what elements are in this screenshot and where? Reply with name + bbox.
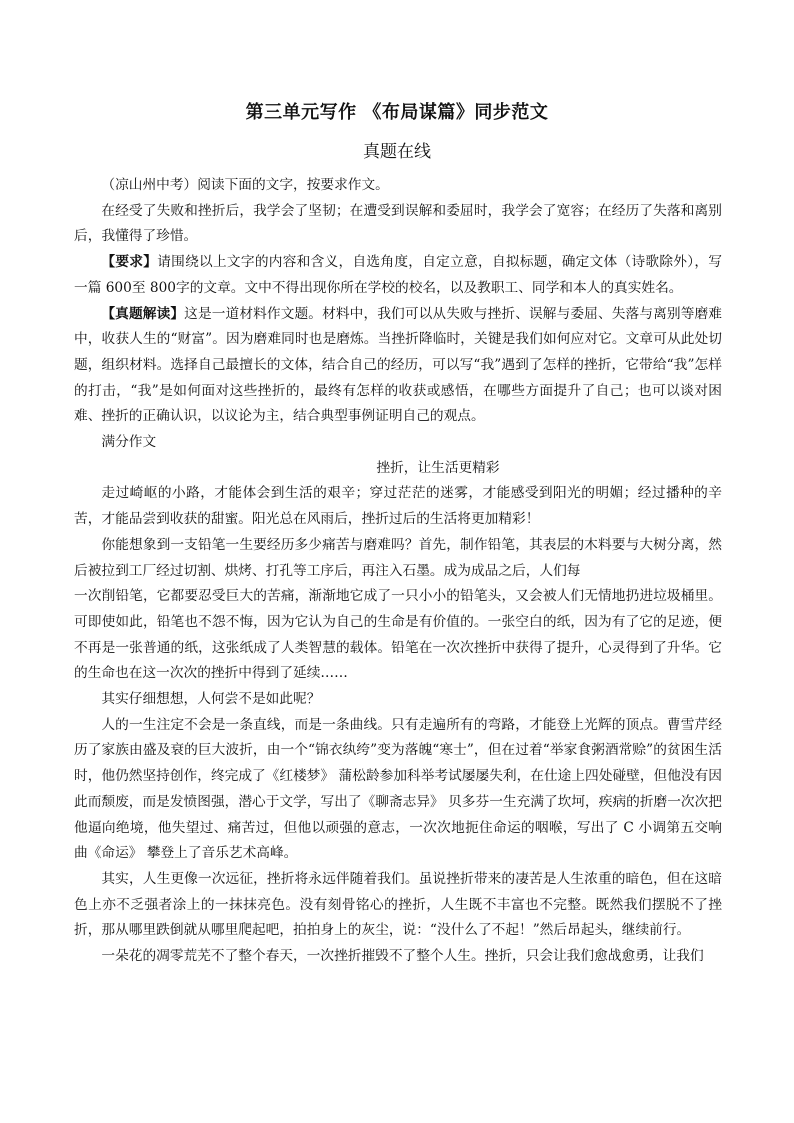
document-body	[74, 173, 722, 970]
essay-paragraph: 你能想象到一支铅笔一生要经历多少痛苦与磨难吗？首先，制作铅笔，其表层的木料要与大树分离，然后被拉到工厂经过切割、烘烤、打孔等工序后，再注入石墨。成为成品之后，人们每	[74, 536, 722, 579]
essay-label: 满分作文	[101, 434, 157, 451]
prompt-source: （凉山州中考）阅读下面的文字，按要求作文。	[101, 177, 389, 193]
analysis-tag: 【真题解读】	[101, 305, 185, 322]
essay-paragraph: 走过崎岖的小路，才能体会到生活的艰辛；穿过茫茫的迷雾，才能感受到阳光的明媚；经过播种的辛苦，才能品尝到收获的甜蜜。阳光总在风雨后，挫折过后的生活将更加精彩！	[74, 485, 722, 528]
requirement-tag: 【要求】	[101, 254, 158, 271]
prompt-material: 在经受了失败和挫折后，我学会了坚韧；在遭受到误解和委屈时，我学会了宽容；在经历了失落和离别后，我懂得了珍惜。	[74, 202, 722, 245]
essay-title: 挫折，让生活更精彩	[376, 459, 500, 476]
analysis-text: 这是一道材料作文题。材料中，我们可以从失败与挫折、误解与委屈、失落与离别等磨难中，收获人生的“财富”。因为磨难同时也是磨炼。当挫折降临时，关键是我们如何应对它。文章可从此处切题，组织材料。选择自己最擅长的文体，结合自己的经历，可以写“我”遇到了怎样的挫折，它带给“我”怎样的打击，“我”是如何面对这些挫折的，最终有怎样的收获或感悟，在哪些方面提升了自己；也可以谈对困难、挫折的正确认识，以议论为主，结合典型事例证明自己的观点。	[74, 305, 722, 425]
essay-paragraph: 其实仔细想想，人何尝不是如此呢？	[101, 691, 321, 708]
essay-paragraph: 一次削铅笔，它都要忍受巨大的苦痛，渐渐地它成了一只小小的铅笔头，又会被人们无情地扔进垃圾桶里。可即使如此，铅笔也不怨不悔，因为它认为自己的生命是有价值的。一张空白的纸，因为有了它的足迹，便不再是一张普通的纸，这张纸成了人类智慧的载体。铅笔在一次次挫折中获得了提升，心灵得到了升华。它的生命也在这一次次的挫折中得到了延续……	[74, 588, 722, 682]
section-heading: 真题在线	[363, 142, 431, 162]
essay-paragraph: 人的一生注定不会是一条直线，而是一条曲线。只有走遍所有的弯路，才能登上光辉的顶点。曹雪芹经历了家族由盛及衰的巨大波折，由一个“锦衣纨绔”变为落魄“寒士”，但在过着“举家食粥酒常赊”的贫困生活时，他仍然坚持创作，终完成了《红楼梦》 蒲松龄参加科举考试屡屡失利，在仕途上四处碰壁，但他没有因此而颓废，而是发愤图强，潜心于文学，写出了《聊斋志异》 贝多芬一生充满了坎坷，疾病的折磨一次次把他逼向绝境，他失望过、痛苦过，但他以顽强的意志，一次次地扼住命运的咽喉，写出了 C 小调第五交响曲《命运》 攀登上了音乐艺术高峰。	[74, 716, 722, 862]
analysis-paragraph	[74, 302, 722, 431]
requirement-text: 请围绕以上文字的内容和含义，自选角度，自定立意，自拟标题，确定文体（诗歌除外），写一篇 600至 800字的文章。文中不得出现你所在学校的校名，以及教职工、同学和本人的真实姓名。	[74, 254, 722, 296]
essay-paragraph: 其实，人生更像一次远征，挫折将永远伴随着我们。虽说挫折带来的凄苦是人生浓重的暗色，但在这暗色上亦不乏强者涂上的一抹抹亮色。没有刻骨铭心的挫折，人生既不丰富也不完整。既然我们摆脱不了挫折，那从哪里跌倒就从哪里爬起吧，拍拍身上的灰尘，说：“没什么了不起！”然后昂起头，继续前行。	[74, 870, 722, 939]
document-title: 第三单元写作 《布局谋篇》同步范文	[245, 102, 549, 123]
requirement-paragraph	[74, 250, 722, 301]
essay-paragraph: 一朵花的凋零荒芜不了整个春天，一次挫折摧毁不了整个人生。挫折，只会让我们愈战愈勇，让我们	[101, 948, 704, 965]
